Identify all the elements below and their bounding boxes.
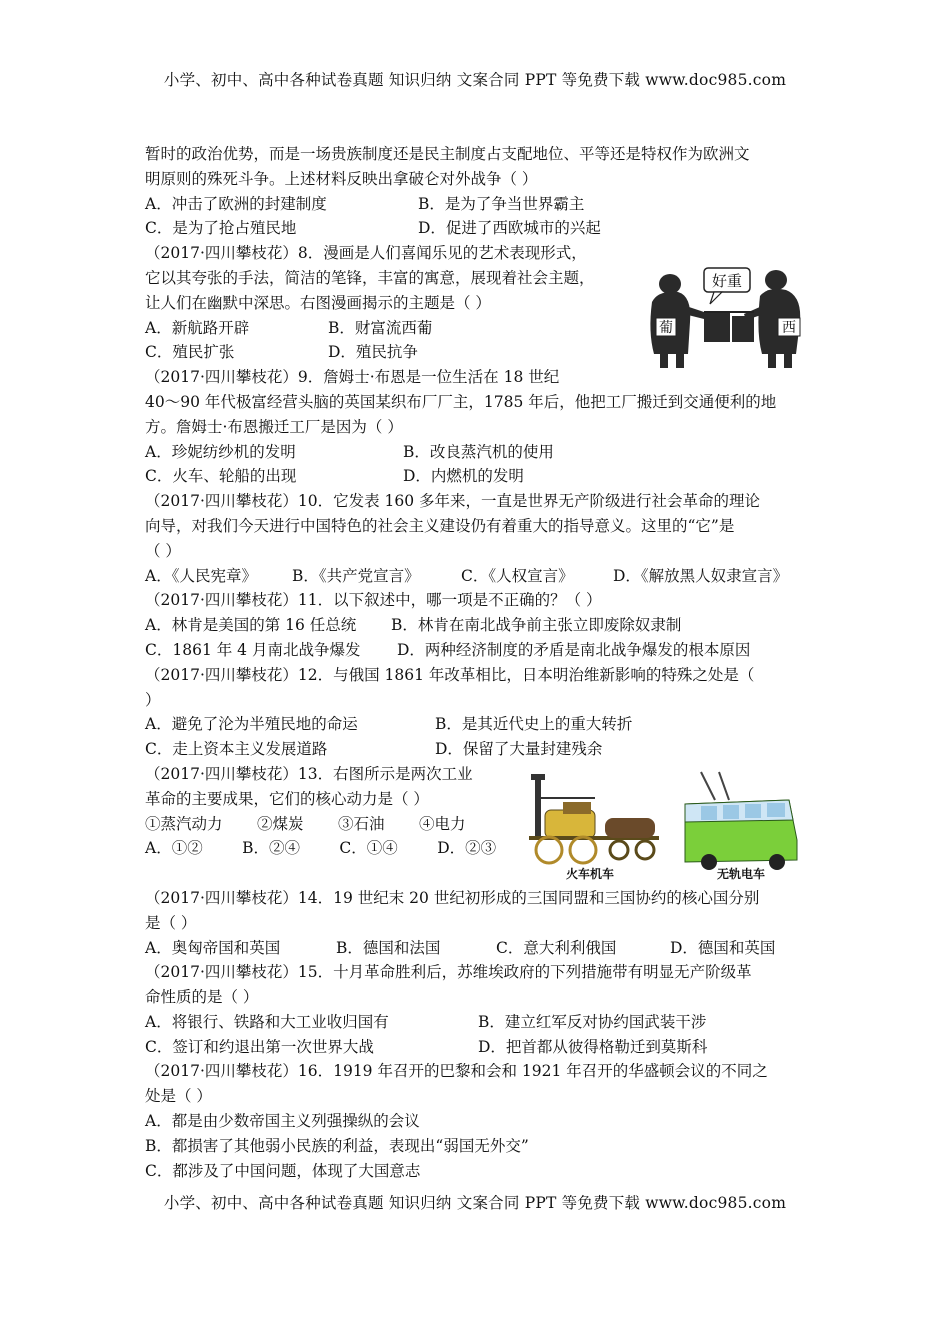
q13-stem-line2: 革命的主要成果，它们的核心动力是（ ） [145, 789, 429, 808]
q12-option-a: A．避免了沦为半殖民地的命运 [145, 715, 358, 734]
q10-stem-line3: （ ） [145, 541, 181, 560]
q16-stem-line1: （2017·四川攀枝花）16．1919 年召开的巴黎和会和 1921 年召开的华盛顿会议的不同之 [145, 1062, 768, 1081]
q12-options-row1 [145, 712, 810, 737]
q11-options-row1 [145, 613, 810, 638]
q9-option-a: A．珍妮纺纱机的发明 [145, 442, 296, 461]
q10-stem-line1: （2017·四川攀枝花）10．它发表 160 多年来，一直是世界无产阶级进行社会革命的理论 [145, 492, 761, 511]
q13-items: ①蒸汽动力 ②煤炭 ③石油 ④电力 [145, 814, 466, 833]
q9-option-d: D．内燃机的发明 [403, 467, 524, 486]
q14-option-a: A．奥匈帝国和英国 [145, 938, 281, 957]
q13-images [525, 770, 815, 885]
q9-option-b: B．改良蒸汽机的使用 [403, 442, 554, 461]
q10-option-c: C．《人权宣言》 [461, 566, 574, 585]
q8-option-d: D．殖民抗争 [328, 343, 418, 362]
q16-option-b: B．都损害了其他弱小民族的利益，表现出“弱国无外交” [145, 1136, 529, 1155]
q12-stem-line1: （2017·四川攀枝花）12．与俄国 1861 年改革相比，日本明治维新影响的特殊之处是（ [145, 665, 755, 684]
q15-options-row1 [145, 1010, 810, 1035]
q15-option-c: C．签订和约退出第一次世界大战 [145, 1037, 374, 1056]
q11-option-d: D．两种经济制度的矛盾是南北战争爆发的根本原因 [397, 640, 751, 659]
q14-stem-line2: 是（ ） [145, 913, 197, 932]
q8-option-b: B．财富流西葡 [328, 318, 433, 337]
q16-stem-line2: 处是（ ） [145, 1087, 212, 1106]
q10-stem-line2: 向导，对我们今天进行中国特色的社会主义建设仍有着重大的指导意义。这里的“它”是 [145, 516, 735, 535]
q9-options-row2 [145, 464, 810, 489]
q7-options-row1 [145, 192, 810, 217]
q8-option-a: A．新航路开辟 [145, 318, 250, 337]
q10-option-a: A．《人民宪章》 [145, 566, 257, 585]
q15-options-row2 [145, 1035, 810, 1060]
q10-options-row [145, 564, 810, 589]
q14-stem-line1: （2017·四川攀枝花）14．19 世纪末 20 世纪初形成的三国同盟和三国协约的核心国分别 [145, 888, 760, 907]
q12-option-b: B．是其近代史上的重大转折 [435, 715, 633, 734]
cartoon-right-label: 西 [782, 320, 796, 336]
q8-stem-line1: （2017·四川攀枝花）8．漫画是人们喜闻乐见的艺术表现形式， [145, 244, 587, 263]
q10-option-d: D．《解放黑人奴隶宣言》 [613, 566, 789, 585]
caption-trolleybus: 无轨电车 [716, 867, 766, 881]
q12-option-c: C．走上资本主义发展道路 [145, 740, 328, 759]
q11-option-a: A．林肯是美国的第 16 任总统 [145, 616, 357, 635]
q7-option-d: D．促进了西欧城市的兴起 [418, 219, 601, 238]
q10-option-b: B．《共产党宣言》 [292, 566, 420, 585]
cartoon-speech-bubble: 好重 [711, 272, 743, 290]
money-bags-icon [704, 312, 754, 342]
q11-option-c: C．1861 年 4 月南北战争爆发 [145, 640, 361, 659]
q12-option-d: D．保留了大量封建残余 [435, 740, 603, 759]
q7-stem-line2: 明原则的殊死斗争。上述材料反映出拿破仑对外战争（ ） [145, 169, 538, 188]
q12-options-row2 [145, 737, 810, 762]
q14-options-row [145, 936, 810, 961]
q8-stem-line2: 它以其夸张的手法，简洁的笔锋，丰富的寓意，展现着社会主题， [145, 268, 595, 287]
caption-locomotive: 火车机车 [565, 867, 615, 881]
q9-stem-line1: （2017·四川攀枝花）9．詹姆士·布恩是一位生活在 18 世纪 [145, 368, 560, 387]
q16-option-c: C．都涉及了中国问题，体现了大国意志 [145, 1161, 421, 1180]
q14-option-c: C．意大利利俄国 [496, 938, 617, 957]
q9-options-row1 [145, 440, 810, 465]
page-header: 小学、初中、高中各种试卷真题 知识归纳 文案合同 PPT 等免费下载 www.doc985.com [163, 71, 787, 89]
q7-option-b: B．是为了争当世界霸主 [418, 194, 585, 213]
q11-stem-line1: （2017·四川攀枝花）11．以下叙述中，哪一项是不正确的？（ ） [145, 591, 602, 610]
q14-option-b: B．德国和法国 [336, 938, 441, 957]
q7-option-a: A．冲击了欧洲的封建制度 [145, 194, 327, 213]
q15-option-d: D．把首都从彼得格勒迁到莫斯科 [478, 1037, 708, 1056]
q15-option-a: A．将银行、铁路和大工业收归国有 [145, 1012, 389, 1031]
q9-option-c: C．火车、轮船的出现 [145, 467, 297, 486]
q16-option-a: A．都是由少数帝国主义列强操纵的会议 [145, 1112, 420, 1131]
page-footer: 小学、初中、高中各种试卷真题 知识归纳 文案合同 PPT 等免费下载 www.doc985.com [163, 1194, 787, 1212]
q7-stem-line1: 暂时的政治优势，而是一场贵族制度还是民主制度占支配地位、平等还是特权作为欧洲文 [145, 145, 750, 163]
cartoon-left-label: 葡 [659, 320, 673, 336]
q13-stem-line1: （2017·四川攀枝花）13．右图所示是两次工业 [145, 764, 473, 783]
q15-stem-line2: 命性质的是（ ） [145, 988, 259, 1007]
q13-options: A．①② B．②④ C．①④ D．②③ [145, 839, 497, 858]
q13-drawing [525, 770, 815, 885]
q7-options-row2 [145, 216, 810, 241]
q9-stem-line2: 40～90 年代极富经营头脑的英国某织布厂厂主，1785 年后，他把工厂搬迁到交通便利的地 [145, 392, 777, 411]
q14-option-d: D．德国和英国 [670, 938, 776, 957]
q11-options-row2 [145, 638, 810, 663]
q11-option-b: B．林肯在南北战争前主张立即废除奴隶制 [391, 616, 682, 635]
q15-stem-line1: （2017·四川攀枝花）15．十月革命胜利后，苏维埃政府的下列措施带有明显无产阶级革 [145, 963, 752, 982]
q15-option-b: B．建立红军反对协约国武装干涉 [478, 1012, 707, 1031]
q7-option-c: C．是为了抢占殖民地 [145, 219, 297, 238]
q8-stem-line3: 让人们在幽默中深思。右图漫画揭示的主题是（ ） [145, 293, 491, 312]
cartoon-drawing [648, 262, 808, 372]
q9-stem-line3: 方。詹姆士·布恩搬迁工厂是因为（ ） [145, 417, 403, 436]
q8-option-c: C．殖民扩张 [145, 343, 235, 362]
q12-stem-line2: ） [145, 690, 161, 709]
trolleybus-icon [685, 772, 797, 870]
q8-cartoon-image [648, 262, 808, 372]
steam-locomotive-icon [529, 774, 659, 863]
